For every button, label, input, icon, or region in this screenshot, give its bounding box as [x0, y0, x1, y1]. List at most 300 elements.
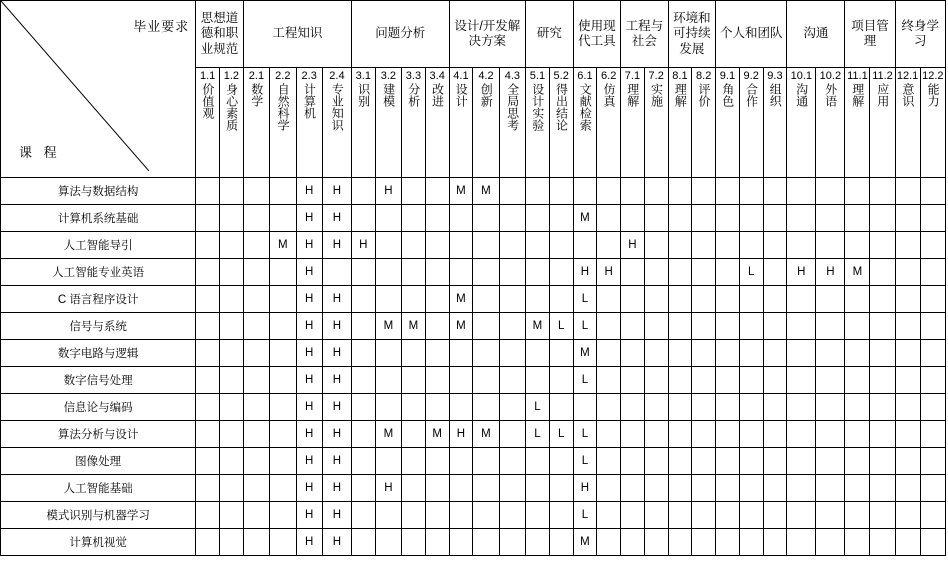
matrix-cell: [739, 178, 763, 205]
indicator-code: 2.2: [275, 70, 291, 82]
table-row: [1, 502, 946, 529]
indicator-name: 计算机: [302, 83, 317, 120]
matrix-cell: [763, 313, 787, 340]
matrix-cell: M: [473, 421, 499, 448]
matrix-cell: [763, 394, 787, 421]
indicator-code: 4.1: [453, 70, 469, 82]
matrix-cell: [449, 448, 473, 475]
indicator-wrapper: [270, 70, 295, 174]
indicator-name: 识别: [356, 83, 371, 108]
indicator-wrapper: [870, 70, 894, 174]
matrix-cell: H: [296, 205, 322, 232]
indicator-code: 2.3: [301, 70, 317, 82]
group-header-cell: [895, 1, 945, 68]
course-name-cell: 计算机系统基础: [1, 205, 196, 232]
matrix-cell: [220, 178, 244, 205]
matrix-cell: [351, 502, 375, 529]
matrix-cell: [270, 502, 296, 529]
matrix-cell: [845, 421, 870, 448]
matrix-cell: [668, 529, 692, 556]
matrix-cell: H: [322, 340, 351, 367]
indicator-name: 设计实验: [530, 83, 545, 132]
matrix-cell: [763, 475, 787, 502]
matrix-cell: [549, 178, 573, 205]
matrix-cell: [449, 394, 473, 421]
group-header-cell: [621, 1, 669, 68]
matrix-cell: M: [375, 313, 401, 340]
matrix-cell: [449, 205, 473, 232]
group-header-cell: [243, 1, 351, 68]
indicator-wrapper: [764, 70, 787, 174]
course-name-cell: 人工智能专业英语: [1, 259, 196, 286]
matrix-cell: [473, 259, 499, 286]
indicator-wrapper: [816, 70, 844, 174]
indicator-name: 创新: [479, 83, 494, 108]
matrix-cell: [895, 340, 920, 367]
matrix-cell: H: [296, 475, 322, 502]
matrix-cell: [692, 259, 716, 286]
matrix-cell: [845, 448, 870, 475]
matrix-cell: [402, 340, 426, 367]
matrix-cell: [621, 394, 645, 421]
matrix-cell: [845, 286, 870, 313]
matrix-cell: [270, 421, 296, 448]
matrix-cell: [920, 313, 945, 340]
matrix-cell: [716, 448, 740, 475]
matrix-cell: [816, 286, 845, 313]
matrix-cell: [692, 421, 716, 448]
group-header-label: 问题分析: [375, 26, 426, 41]
matrix-cell: [716, 313, 740, 340]
matrix-cell: [425, 367, 449, 394]
matrix-cell: [351, 529, 375, 556]
group-header-row: [1, 1, 946, 68]
table-row: [1, 259, 946, 286]
matrix-cell: [449, 529, 473, 556]
matrix-cell: [816, 394, 845, 421]
matrix-cell: [644, 448, 668, 475]
matrix-cell: [597, 448, 621, 475]
matrix-cell: [425, 178, 449, 205]
matrix-cell: [270, 286, 296, 313]
matrix-cell: [845, 475, 870, 502]
matrix-cell: [526, 205, 550, 232]
matrix-cell: M: [449, 313, 473, 340]
matrix-cell: [816, 475, 845, 502]
table-row: [1, 394, 946, 421]
matrix-cell: H: [322, 286, 351, 313]
matrix-cell: [716, 367, 740, 394]
indicator-wrapper: [352, 70, 375, 174]
matrix-cell: [375, 286, 401, 313]
matrix-cell: [473, 232, 499, 259]
matrix-cell: H: [296, 178, 322, 205]
table-row: [1, 421, 946, 448]
indicator-wrapper: [669, 70, 692, 174]
group-header-label: 工程与社会: [625, 18, 664, 48]
matrix-cell: [375, 232, 401, 259]
matrix-cell: [621, 340, 645, 367]
matrix-cell: [845, 529, 870, 556]
matrix-cell: [270, 205, 296, 232]
course-name-cell: 人工智能导引: [1, 232, 196, 259]
group-header-label: 思想道德和职业规范: [200, 11, 239, 56]
matrix-cell: L: [526, 421, 550, 448]
matrix-cell: [499, 205, 525, 232]
indicator-header-cell: [787, 68, 816, 178]
matrix-cell: [763, 529, 787, 556]
matrix-cell: [270, 475, 296, 502]
matrix-cell: [692, 205, 716, 232]
matrix-cell: [196, 367, 220, 394]
matrix-cell: [668, 340, 692, 367]
indicator-wrapper: [196, 70, 219, 174]
matrix-cell: [716, 259, 740, 286]
indicator-header-cell: [402, 68, 426, 178]
matrix-cell: M: [473, 178, 499, 205]
indicator-header-cell: [526, 68, 550, 178]
matrix-cell: [196, 205, 220, 232]
matrix-cell: [763, 502, 787, 529]
indicator-wrapper: [244, 70, 269, 174]
matrix-cell: [473, 340, 499, 367]
matrix-cell: [692, 367, 716, 394]
matrix-cell: [526, 232, 550, 259]
matrix-cell: [375, 394, 401, 421]
matrix-cell: [402, 421, 426, 448]
matrix-cell: [270, 394, 296, 421]
matrix-cell: [920, 232, 945, 259]
matrix-cell: [449, 502, 473, 529]
matrix-cell: [739, 394, 763, 421]
matrix-cell: H: [322, 232, 351, 259]
matrix-cell: [243, 529, 269, 556]
indicator-name: 理解: [625, 83, 640, 108]
matrix-cell: [425, 232, 449, 259]
matrix-cell: [845, 340, 870, 367]
matrix-cell: [692, 286, 716, 313]
matrix-cell: [787, 340, 816, 367]
matrix-cell: M: [402, 313, 426, 340]
matrix-cell: [739, 421, 763, 448]
matrix-cell: H: [322, 421, 351, 448]
matrix-cell: [644, 178, 668, 205]
matrix-cell: [425, 502, 449, 529]
matrix-cell: [526, 475, 550, 502]
matrix-cell: [425, 529, 449, 556]
indicator-name: 理解: [673, 83, 688, 108]
matrix-cell: [499, 313, 525, 340]
indicator-name: 组织: [768, 83, 783, 108]
matrix-cell: [845, 178, 870, 205]
matrix-cell: L: [526, 394, 550, 421]
matrix-cell: [816, 448, 845, 475]
matrix-cell: M: [270, 232, 296, 259]
matrix-cell: [870, 232, 895, 259]
matrix-cell: [425, 259, 449, 286]
matrix-cell: [621, 286, 645, 313]
indicator-code: 11.1: [847, 70, 868, 82]
indicator-code: 8.1: [672, 70, 688, 82]
matrix-cell: [243, 475, 269, 502]
matrix-cell: [787, 421, 816, 448]
matrix-cell: L: [573, 367, 597, 394]
matrix-cell: [644, 394, 668, 421]
matrix-cell: [449, 259, 473, 286]
matrix-cell: [473, 313, 499, 340]
matrix-cell: [920, 475, 945, 502]
matrix-cell: H: [296, 448, 322, 475]
matrix-cell: [668, 448, 692, 475]
matrix-cell: [692, 232, 716, 259]
matrix-cell: [425, 394, 449, 421]
matrix-cell: M: [526, 313, 550, 340]
matrix-cell: [196, 421, 220, 448]
matrix-cell: [597, 529, 621, 556]
indicator-code: 3.2: [380, 70, 396, 82]
indicator-header-cell: [549, 68, 573, 178]
matrix-cell: [597, 367, 621, 394]
matrix-cell: [644, 367, 668, 394]
matrix-cell: [473, 529, 499, 556]
indicator-name: 应用: [875, 83, 890, 108]
matrix-cell: [920, 421, 945, 448]
indicator-header-cell: [351, 68, 375, 178]
matrix-cell: [549, 259, 573, 286]
matrix-cell: [763, 232, 787, 259]
matrix-cell: [351, 205, 375, 232]
matrix-cell: [196, 475, 220, 502]
indicator-header-cell: [196, 68, 220, 178]
matrix-cell: [870, 475, 895, 502]
matrix-cell: [920, 394, 945, 421]
matrix-cell: [220, 394, 244, 421]
matrix-cell: [716, 502, 740, 529]
matrix-cell: [692, 178, 716, 205]
matrix-cell: [449, 232, 473, 259]
course-name-cell: C 语言程序设计: [1, 286, 196, 313]
indicator-code: 9.1: [719, 70, 736, 82]
matrix-cell: [668, 232, 692, 259]
group-header-label: 终身学习: [901, 18, 940, 48]
matrix-cell: [920, 286, 945, 313]
matrix-cell: [920, 448, 945, 475]
matrix-cell: [597, 205, 621, 232]
indicator-name: 实施: [649, 83, 664, 108]
matrix-cell: H: [322, 448, 351, 475]
group-header-label: 研究: [536, 26, 562, 41]
matrix-cell: [351, 448, 375, 475]
matrix-cell: [499, 421, 525, 448]
matrix-cell: [716, 529, 740, 556]
matrix-cell: [668, 313, 692, 340]
course-axis-label: 课 程: [19, 145, 61, 161]
matrix-cell: [644, 232, 668, 259]
matrix-cell: [473, 367, 499, 394]
matrix-cell: [499, 394, 525, 421]
indicator-code: 2.1: [248, 70, 265, 82]
matrix-cell: [526, 502, 550, 529]
matrix-cell: [449, 340, 473, 367]
indicator-name: 理解: [850, 83, 865, 108]
matrix-cell: [270, 529, 296, 556]
indicator-header-cell: [322, 68, 351, 178]
course-name-cell: 数字电路与逻辑: [1, 340, 196, 367]
indicator-wrapper: [550, 70, 573, 174]
matrix-cell: [425, 475, 449, 502]
matrix-cell: [425, 448, 449, 475]
matrix-cell: [716, 421, 740, 448]
matrix-cell: [787, 286, 816, 313]
matrix-cell: [243, 421, 269, 448]
matrix-cell: [499, 178, 525, 205]
indicator-wrapper: [645, 70, 668, 174]
course-name-cell: 计算机视觉: [1, 529, 196, 556]
matrix-cell: [763, 421, 787, 448]
indicator-header-cell: [425, 68, 449, 178]
matrix-cell: [644, 340, 668, 367]
matrix-cell: [597, 313, 621, 340]
matrix-cell: [644, 502, 668, 529]
table-row: [1, 286, 946, 313]
matrix-cell: [895, 286, 920, 313]
indicator-header-cell: [296, 68, 322, 178]
matrix-cell: [816, 313, 845, 340]
matrix-cell: H: [296, 502, 322, 529]
matrix-cell: [692, 529, 716, 556]
matrix-cell: [621, 475, 645, 502]
matrix-cell: [402, 286, 426, 313]
matrix-cell: [895, 205, 920, 232]
matrix-cell: [499, 502, 525, 529]
matrix-cell: H: [296, 421, 322, 448]
matrix-cell: [549, 205, 573, 232]
matrix-cell: [597, 286, 621, 313]
matrix-cell: [196, 529, 220, 556]
matrix-cell: [870, 529, 895, 556]
indicator-wrapper: [402, 70, 425, 174]
corner-header-cell: [1, 1, 196, 178]
matrix-cell: [870, 448, 895, 475]
matrix-cell: [845, 502, 870, 529]
group-header-cell: [196, 1, 244, 68]
matrix-cell: [845, 313, 870, 340]
indicator-header-cell: [816, 68, 845, 178]
matrix-cell: [692, 340, 716, 367]
matrix-cell: [816, 205, 845, 232]
matrix-cell: [870, 313, 895, 340]
matrix-cell: [597, 232, 621, 259]
matrix-cell: [692, 502, 716, 529]
matrix-cell: [621, 178, 645, 205]
matrix-cell: [597, 475, 621, 502]
matrix-cell: [526, 448, 550, 475]
matrix-cell: [668, 367, 692, 394]
matrix-cell: [220, 340, 244, 367]
matrix-cell: [816, 421, 845, 448]
indicator-name: 价值观: [200, 83, 215, 120]
indicator-wrapper: [621, 70, 644, 174]
group-header-cell: [716, 1, 787, 68]
matrix-cell: [526, 340, 550, 367]
matrix-cell: [763, 205, 787, 232]
matrix-cell: [449, 475, 473, 502]
matrix-cell: [351, 286, 375, 313]
indicator-name: 评价: [696, 83, 711, 108]
matrix-cell: [196, 178, 220, 205]
matrix-cell: H: [296, 286, 322, 313]
matrix-cell: H: [322, 502, 351, 529]
matrix-cell: [549, 475, 573, 502]
matrix-cell: H: [296, 340, 322, 367]
matrix-cell: [243, 340, 269, 367]
matrix-cell: H: [322, 367, 351, 394]
indicator-name: 身心素质: [224, 83, 239, 132]
matrix-cell: H: [322, 313, 351, 340]
matrix-cell: [196, 502, 220, 529]
matrix-cell: [499, 286, 525, 313]
matrix-cell: [220, 259, 244, 286]
matrix-cell: H: [322, 205, 351, 232]
matrix-cell: [739, 313, 763, 340]
matrix-cell: [402, 178, 426, 205]
matrix-cell: [787, 205, 816, 232]
matrix-cell: [816, 232, 845, 259]
group-header-cell: [668, 1, 716, 68]
indicator-code: 3.1: [355, 70, 371, 82]
matrix-cell: [425, 205, 449, 232]
indicator-header-cell: [573, 68, 597, 178]
matrix-cell: [763, 340, 787, 367]
matrix-cell: [243, 259, 269, 286]
matrix-cell: [787, 394, 816, 421]
matrix-cell: M: [573, 205, 597, 232]
table-row: [1, 178, 946, 205]
matrix-cell: [597, 394, 621, 421]
table-row: [1, 475, 946, 502]
matrix-cell: [816, 367, 845, 394]
matrix-cell: [895, 502, 920, 529]
course-name-cell: 算法分析与设计: [1, 421, 196, 448]
matrix-cell: [549, 448, 573, 475]
group-header-label: 个人和团队: [719, 26, 783, 41]
matrix-cell: [845, 367, 870, 394]
indicator-code: 1.1: [199, 70, 216, 82]
matrix-cell: [920, 502, 945, 529]
matrix-cell: [787, 502, 816, 529]
matrix-cell: [692, 475, 716, 502]
indicator-name: 专业知识: [330, 83, 345, 132]
table-row: [1, 529, 946, 556]
matrix-cell: [787, 178, 816, 205]
matrix-cell: [243, 367, 269, 394]
matrix-cell: [351, 421, 375, 448]
matrix-cell: [621, 367, 645, 394]
matrix-cell: [473, 394, 499, 421]
matrix-cell: [763, 448, 787, 475]
indicator-header-cell: [739, 68, 763, 178]
matrix-cell: [499, 475, 525, 502]
matrix-cell: [375, 367, 401, 394]
matrix-cell: [243, 205, 269, 232]
matrix-cell: [668, 259, 692, 286]
table-row: [1, 367, 946, 394]
matrix-cell: [425, 340, 449, 367]
matrix-cell: [716, 178, 740, 205]
matrix-cell: [526, 367, 550, 394]
indicator-wrapper: [473, 70, 498, 174]
matrix-cell: [322, 259, 351, 286]
